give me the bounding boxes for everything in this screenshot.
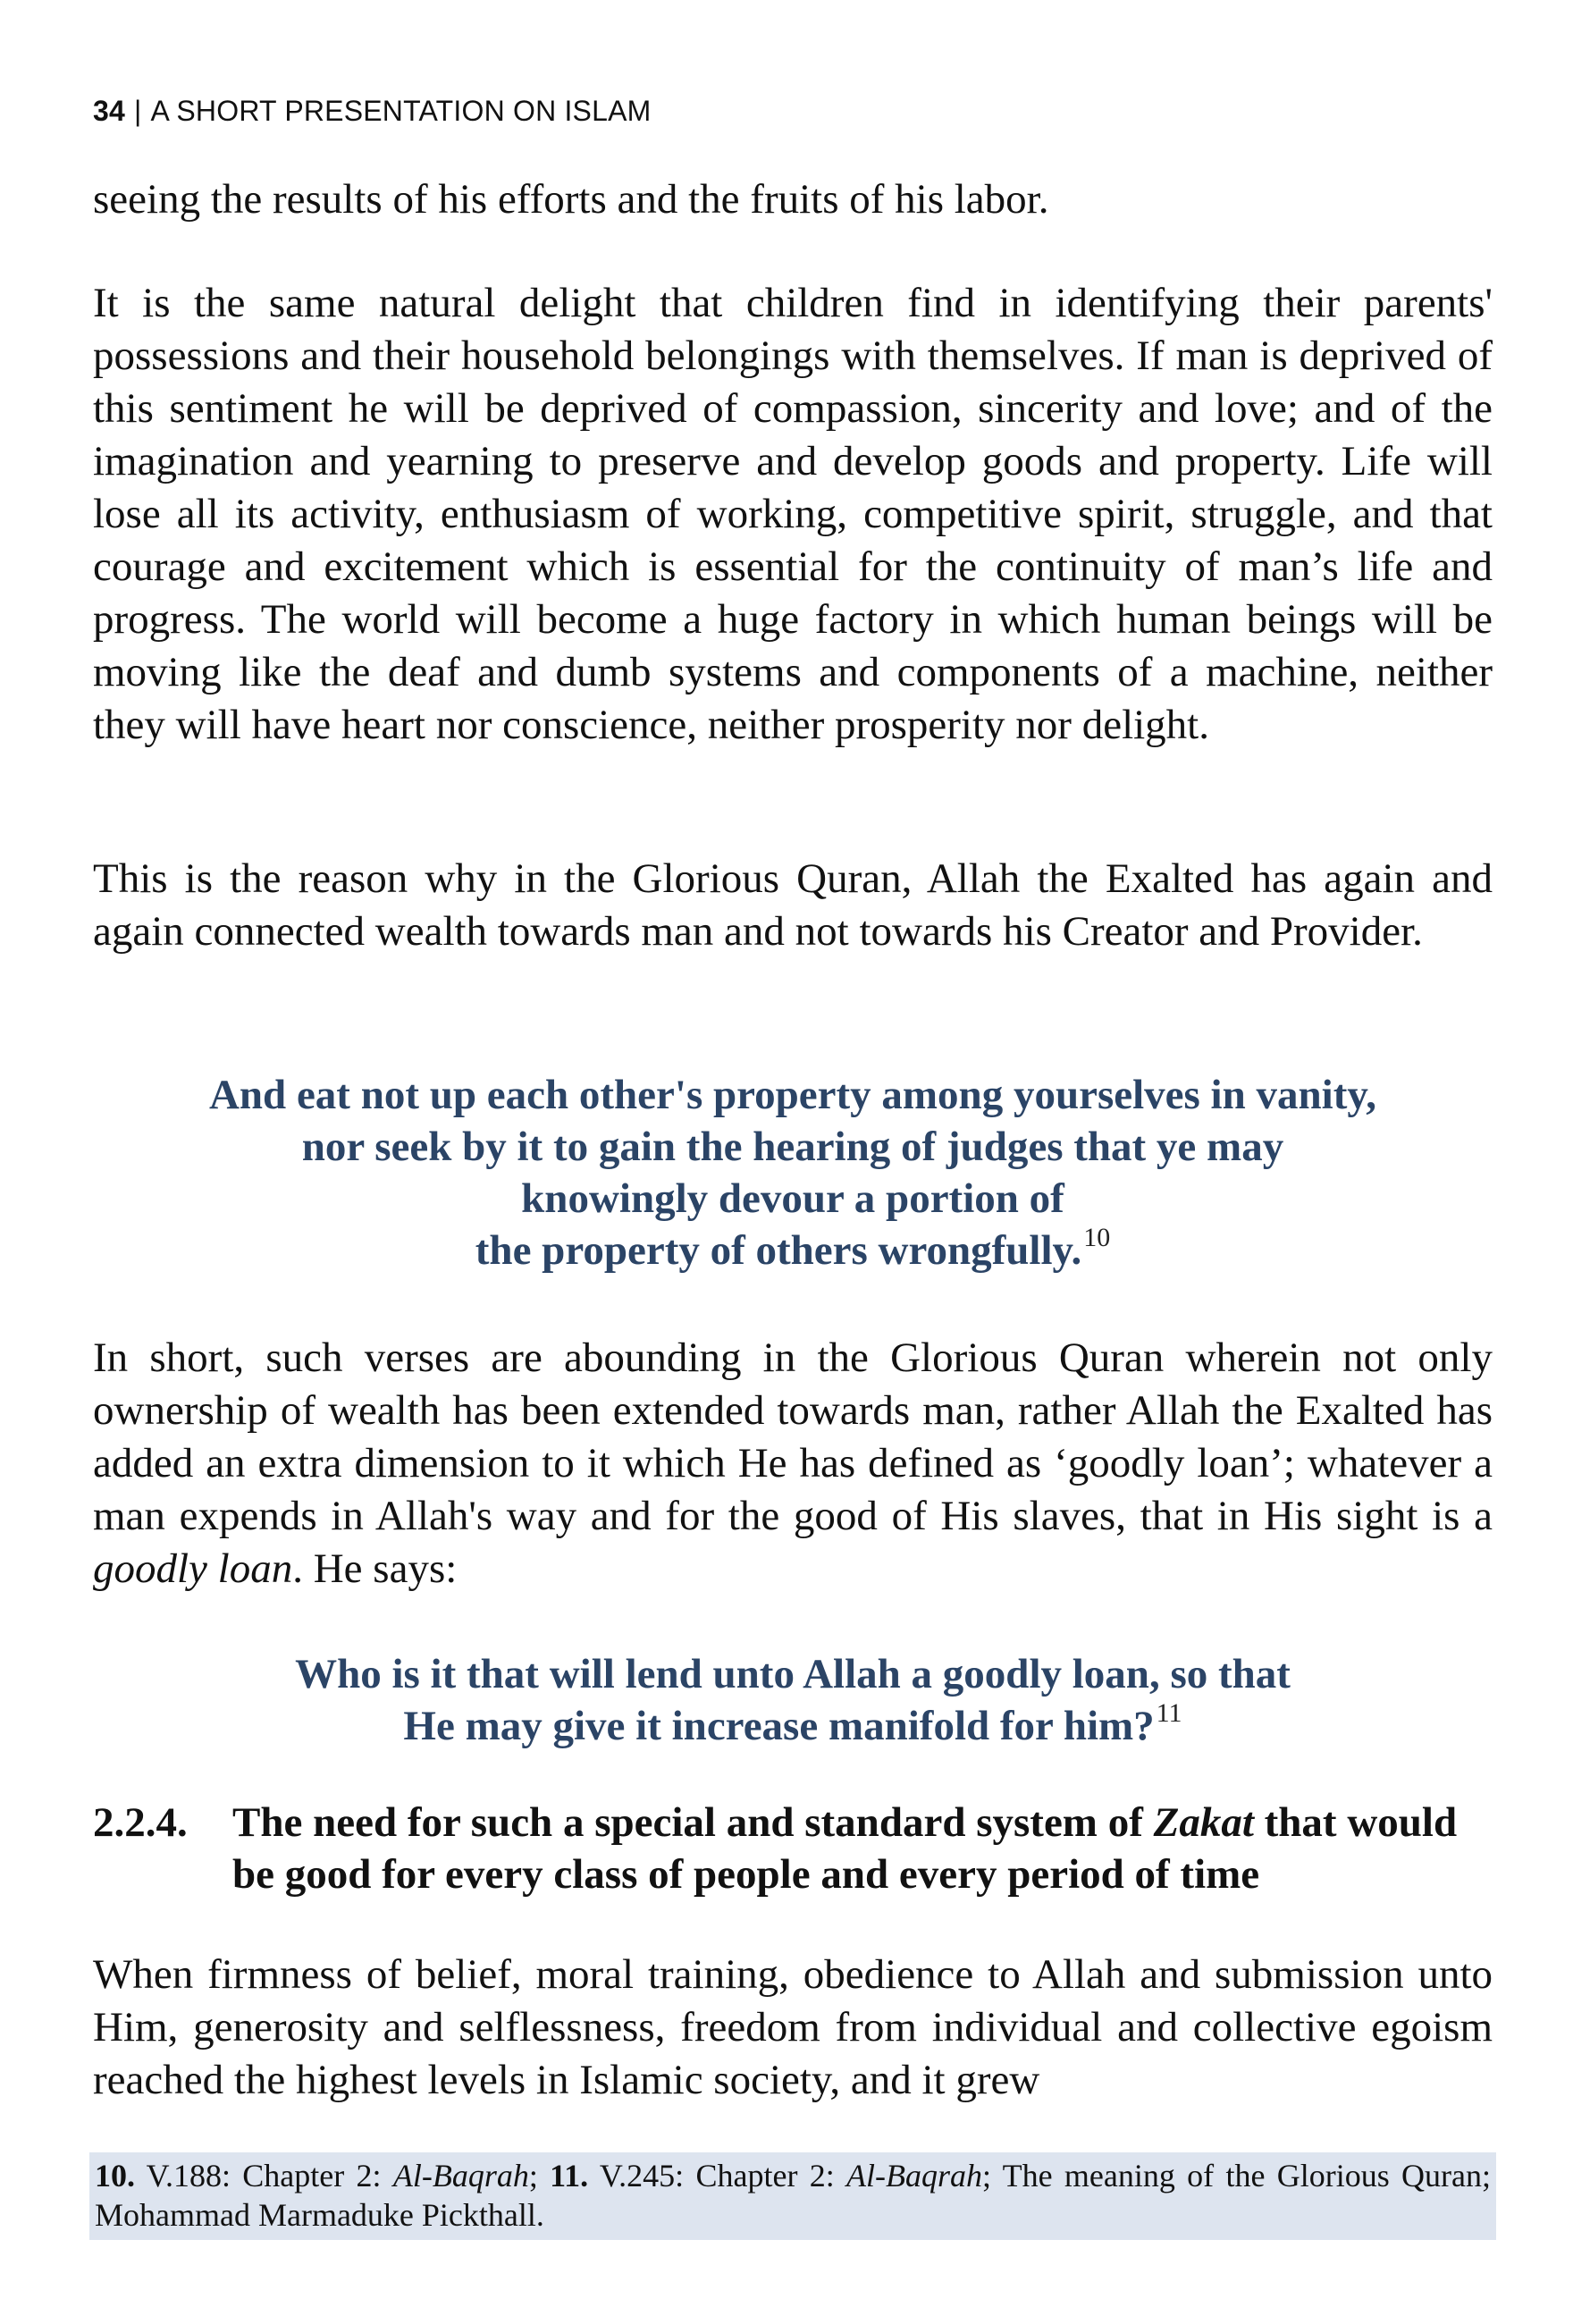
paragraph-text-part: . He says: <box>292 1545 458 1592</box>
paragraph-firmness <box>93 1949 1493 2107</box>
verse-line: nor seek by it to gain the hearing of judges that ye may <box>301 1124 1284 1170</box>
verse-line-last <box>93 1225 1493 1276</box>
paragraph-text: This is the reason why in the Glorious Quran, Allah the Exalted has again and again connected wealth towards man and not towards his Creator and Provider. <box>93 855 1493 955</box>
footnote-marker[interactable]: 10 <box>1083 1223 1111 1252</box>
quran-verse-quote <box>93 1648 1493 1752</box>
section-title-italic: Zakat <box>1153 1799 1254 1846</box>
paragraph-text: seeing the results of his efforts and the fruits of his labor. <box>93 176 1049 223</box>
footnote-marker[interactable]: 11 <box>1156 1698 1182 1728</box>
footnote-source: Al-Baqrah <box>846 2158 983 2193</box>
section-number: 2.2.4. <box>93 1799 188 1846</box>
footnote-reference: V.245: Chapter 2: <box>588 2158 847 2193</box>
page-number: 34 <box>93 95 125 127</box>
book-title: A SHORT PRESENTATION ON ISLAM <box>150 95 652 127</box>
paragraph-natural-delight <box>93 277 1493 752</box>
footnotes-box <box>89 2152 1496 2240</box>
footnote-number: 11. <box>550 2158 589 2193</box>
paragraph-reason <box>93 853 1493 958</box>
verse-line-last <box>93 1700 1493 1752</box>
verse-line-text: the property of others wrongfully. <box>475 1227 1082 1274</box>
quran-verse-quote <box>93 1069 1493 1276</box>
verse-line: And eat not up each other's property among yourselves in vanity, <box>208 1072 1377 1118</box>
paragraph-text <box>93 1332 1493 1596</box>
verse-line: knowingly devour a portion of <box>521 1175 1064 1222</box>
paragraph-goodly-loan <box>93 1332 1493 1596</box>
paragraph-continued <box>93 173 1493 226</box>
footnote-source: Al-Baqrah <box>392 2158 529 2193</box>
verse-line: Who is it that will lend unto Allah a goodly loan, so that <box>295 1651 1291 1697</box>
running-header <box>93 95 652 128</box>
header-separator: | <box>134 95 142 127</box>
verse-line-text: He may give it increase manifold for him? <box>403 1703 1155 1749</box>
paragraph-text: It is the same natural delight that children find in identifying their parents' possessions and their household belongings with themselves. If man is deprived of this sentiment he will be deprived of compassion, sincerity and love; and of the imagination and yearning to preserve and develop goods and property. Life will lose all its activity, enthusiasm of working, competitive spirit, struggle, and that courage and excitement which is essential for the continuity of man’s life and progress. The world will become a huge factory in which human beings will be moving like the deaf and dumb systems and components of a machine, neither they will have heart nor conscience, neither prosperity nor delight. <box>93 280 1493 748</box>
footnote-number: 10. <box>95 2158 135 2193</box>
paragraph-italic: goodly loan <box>93 1545 293 1592</box>
footnote-separator: ; <box>528 2158 551 2193</box>
paragraph-text: When firmness of belief, moral training, obedience to Allah and submission unto Him, generosity and selflessness, freedom from individual and collective egoism reached the highest levels in Islamic society, and it grew <box>93 1951 1493 2103</box>
footnote-reference: V.188: Chapter 2: <box>135 2158 393 2193</box>
paragraph-text-part: In short, such verses are abounding in the Glorious Quran wherein not only ownership of wealth has been extended towards man, rather Allah the Exalted has added an extra dimension to it which He has defined as ‘goodly loan’; whatever a man expends in Allah's way and for the good of His slaves, that in His sight is a <box>93 1335 1493 1539</box>
section-title <box>232 1797 1493 1900</box>
section-title-part: that would be good for every class of people and every period of time <box>232 1799 1458 1898</box>
footnote-citation: ; The meaning of the Glorious Quran; Mohammad Marmaduke Pickthall. <box>95 2158 1492 2233</box>
section-heading <box>93 1797 1493 1900</box>
section-title-part: The need for such a special and standard system of <box>232 1799 1154 1846</box>
